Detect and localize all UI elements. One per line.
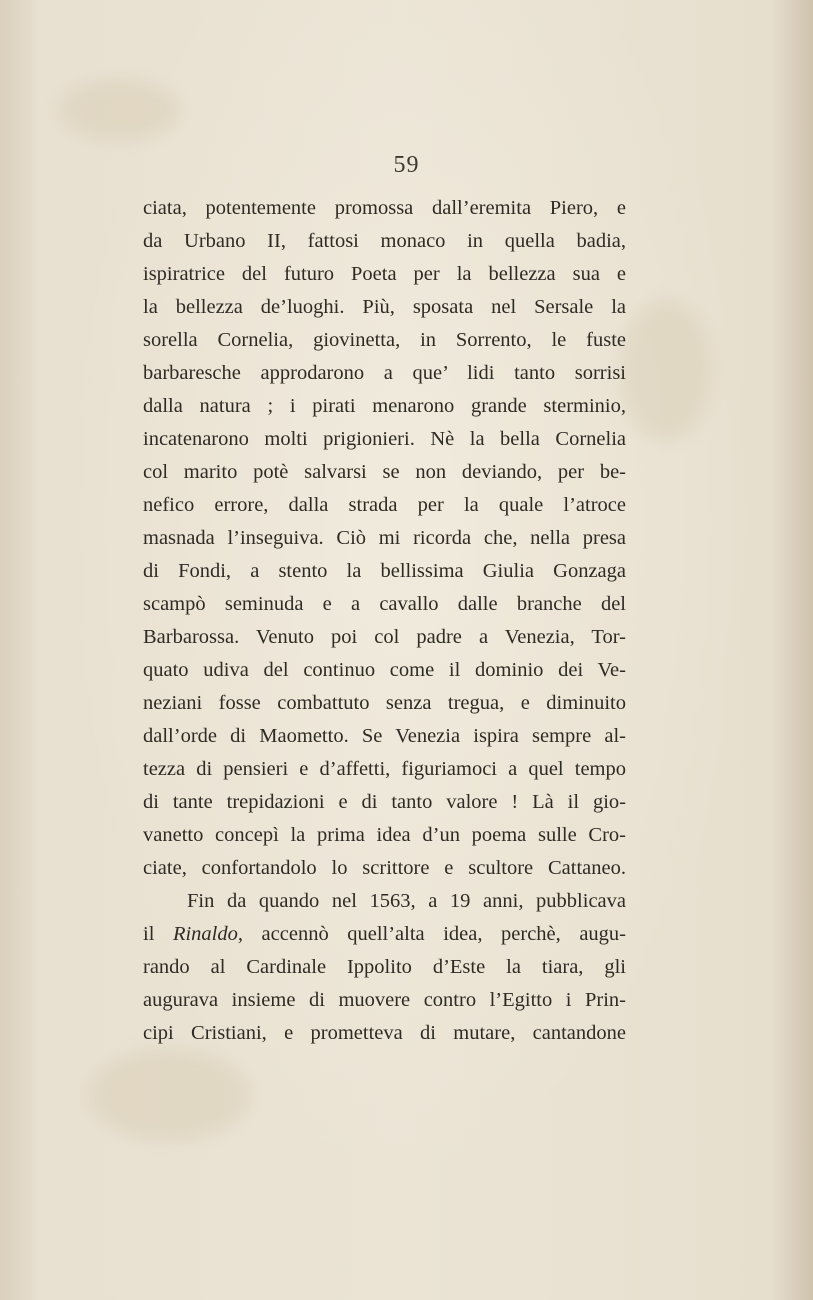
paragraph-start-line: Fin da quando nel 1563, a 19 anni, pubblicava xyxy=(187,890,626,912)
text-line: ciata, potentemente promossa dall’eremita Piero, e xyxy=(143,197,626,219)
text-line-with-title xyxy=(143,918,626,951)
text-line: augurava insieme di muovere contro l’Egitto i Prin- xyxy=(143,989,626,1011)
text-line: ispiratrice del futuro Poeta per la bellezza sua e xyxy=(143,263,626,285)
text-line: tezza di pensieri e d’affetti, figuriamoci a quel tempo xyxy=(143,758,626,780)
text-segment: il xyxy=(143,923,173,945)
text-line: di tante trepidazioni e di tanto valore ! Là il gio- xyxy=(143,791,626,813)
text-line: vanetto concepì la prima idea d’un poema sulle Cro- xyxy=(143,824,626,846)
text-line: masnada l’inseguiva. Ciò mi ricorda che, nella presa xyxy=(143,527,626,549)
text-line: Barbarossa. Venuto poi col padre a Venezia, Tor- xyxy=(143,626,626,648)
paper-stain xyxy=(90,1050,250,1140)
text-line: col marito potè salvarsi se non deviando, per be- xyxy=(143,461,626,483)
text-line: da Urbano II, fattosi monaco in quella badia, xyxy=(143,230,626,252)
text-line: ciate, confortandolo lo scrittore e scultore Cattaneo. xyxy=(143,857,626,879)
text-line: rando al Cardinale Ippolito d’Este la tiara, gli xyxy=(143,956,626,978)
text-line: barbaresche approdarono a que’ lidi tanto sorrisi xyxy=(143,362,626,384)
text-line: dalla natura ; i pirati menarono grande sterminio, xyxy=(143,395,626,417)
paper-stain xyxy=(60,80,180,140)
text-line: di Fondi, a stento la bellissima Giulia Gonzaga xyxy=(143,560,626,582)
text-line: quato udiva del continuo come il dominio dei Ve- xyxy=(143,659,626,681)
text-line: cipi Cristiani, e prometteva di mutare, cantandone xyxy=(143,1022,626,1044)
work-title: Rinaldo, xyxy=(172,923,243,945)
text-line: incatenarono molti prigionieri. Nè la bella Cornelia xyxy=(143,428,626,450)
text-line: nefico errore, dalla strada per la quale l’atroce xyxy=(143,494,626,516)
text-line: sorella Cornelia, giovinetta, in Sorrento, le fuste xyxy=(143,329,626,351)
page-number: 59 xyxy=(393,152,420,178)
text-line: la bellezza de’luoghi. Più, sposata nel Sersale la xyxy=(143,296,626,318)
paper-stain xyxy=(620,300,710,440)
text-line: scampò seminuda e a cavallo dalle branche del xyxy=(143,593,626,615)
text-line: dall’orde di Maometto. Se Venezia ispira sempre al- xyxy=(143,725,626,747)
body-text xyxy=(143,192,626,1050)
text-line: neziani fosse combattuto senza tregua, e diminuito xyxy=(143,692,626,714)
text-segment: accennò quell’alta idea, perchè, augu- xyxy=(243,923,626,945)
